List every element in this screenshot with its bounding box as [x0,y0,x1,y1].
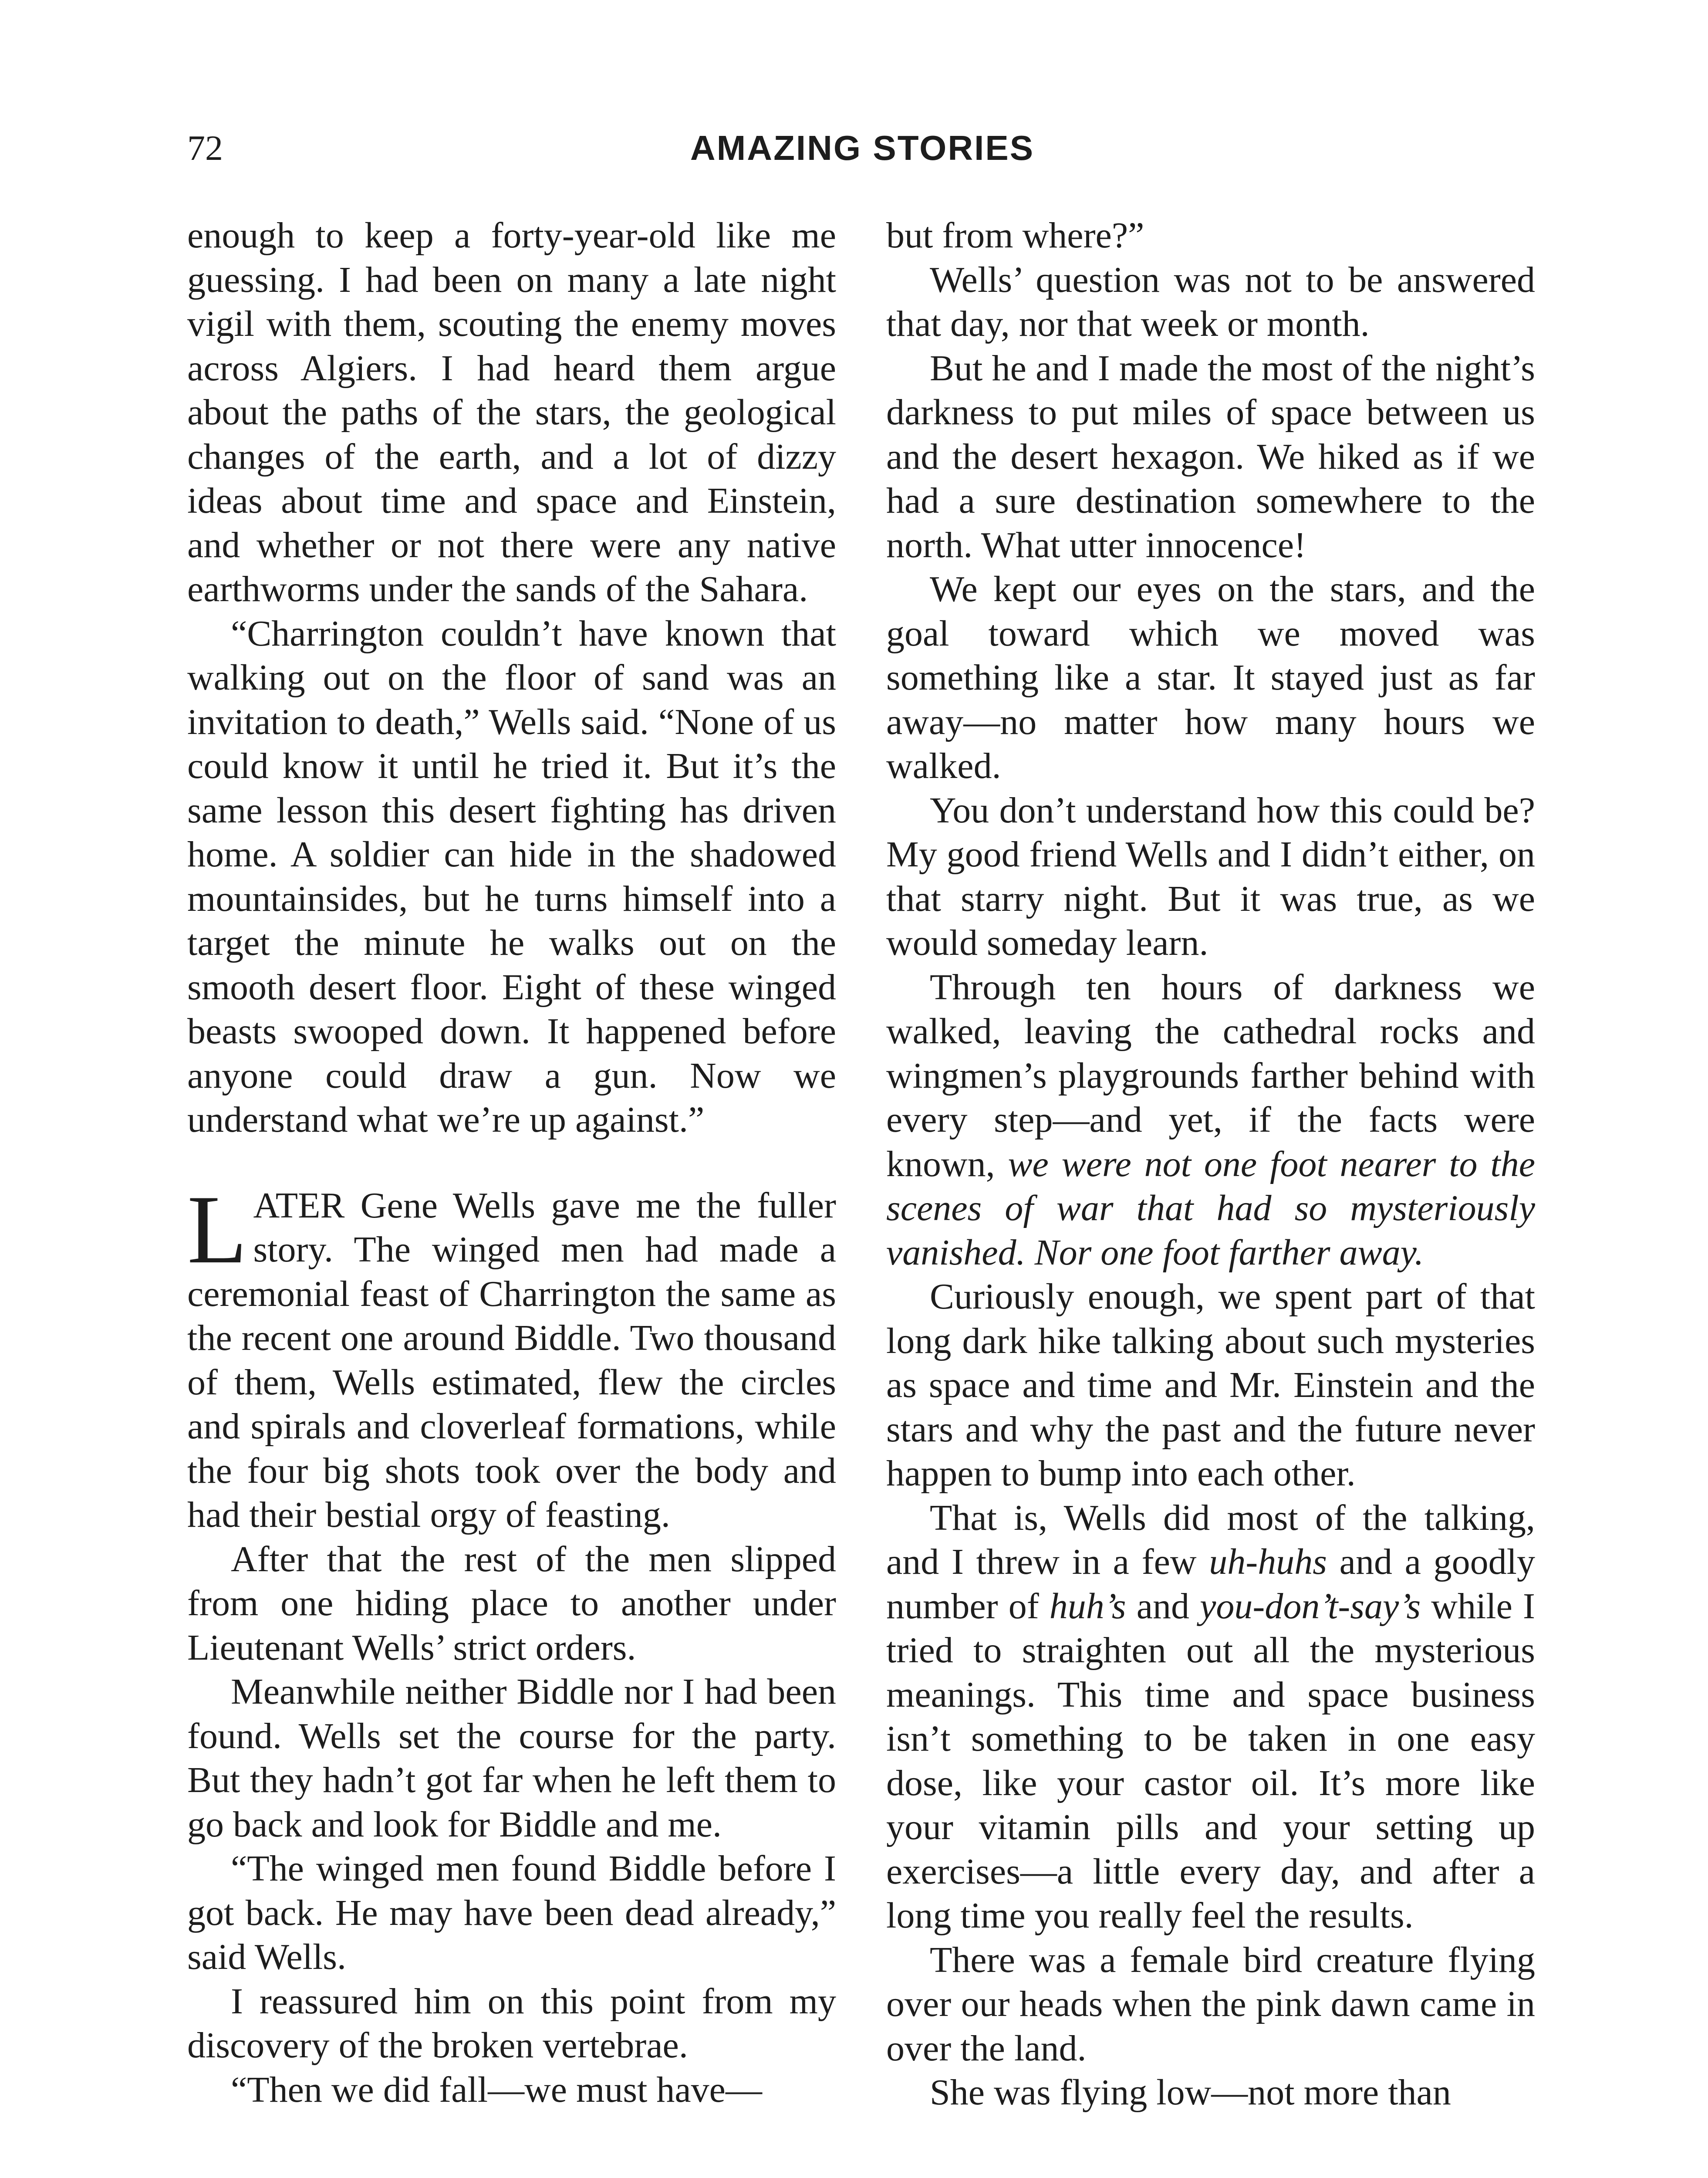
paragraph: Curiously enough, we spent part of that long dark hike talking about such mysteries as space and time and Mr. Einstein and the stars and why the past and the future never happen to bump into each other. [886,1276,1535,1494]
right-column [886,213,1535,2115]
paragraph: After that the rest of the men slipped from one hiding place to another under Lieutenant Wells’ strict orders. [187,1539,836,1668]
paragraph: but from where?” [886,215,1144,256]
paragraph-text: while I tried to straighten out all the mysterious meanings. This time and space business isn’t something to be taken in one easy dose, like your castor oil. It’s more like your vitamin pills and your setting up exercises—a little every day, and after a long time you really feel the results. [886,1586,1535,1936]
running-head [187,122,1537,174]
paragraph: “Then we did fall—we must have— [231,2069,762,2110]
paragraph: I reassured him on this point from my discovery of the broken vertebrae. [187,1981,836,2066]
paragraph-text: Gene Wells gave me the fuller story. The winged men had made a ceremonial feast of Charrington the same as the recent one around Biddle. Two thousand of them, Wells estimated, flew the circles and spirals and cloverleaf formations, while the four big shots took over the body and had their bestial orgy of feasting. [187,1185,836,1535]
italic-word: you-don’t-say’s [1200,1586,1421,1627]
paragraph [886,1496,1535,1938]
italic-passage: we were not one foot nearer to the scenes of war that had so mysteriously vanished. Nor one foot farther away. [886,1143,1535,1273]
paragraph: She was flying low—not more than [930,2072,1451,2113]
paragraph-text: and [1126,1586,1200,1627]
paragraph: “Charrington couldn’t have known that walking out on the floor of sand was an invitation to death,” Wells said. “None of us could know it until he tried it. But it’s the same lesson this desert fighting has driven home. A soldier can hide in the shadowed mountainsides, but he turns himself into a target the minute he walks out on the smooth desert floor. Eight of these winged beasts swooped down. It happened before anyone could draw a gun. Now we understand what we’re up against.” [187,613,836,1140]
paragraph: But he and I made the most of the night’s darkness to put miles of space between us and the desert hexagon. We hiked as if we had a sure destination somewhere to the north. What utter innocence! [886,348,1535,565]
left-column [187,213,836,2112]
paragraph: “The winged men found Biddle before I got back. He may have been dead already,” said Wells. [187,1848,836,1977]
paragraph-text: That is, Wells did most of the talking, and I threw in a few [886,1497,1535,1582]
paragraph: You don’t understand how this could be? My good friend Wells and I didn’t either, on that starry night. But it was true, as we would someday learn. [886,790,1535,963]
drop-cap: L [187,1174,247,1284]
paragraph [886,965,1535,1275]
paragraph: There was a female bird creature flying over our heads when the pink dawn came in over the land. [886,1939,1535,2069]
drop-cap-word: ATER [253,1185,345,1226]
paragraph-text: and a goodly number of [886,1542,1535,1627]
italic-word: uh-huhs [1209,1542,1327,1582]
paragraph-text: Through ten hours of darkness we walked, leaving the cathedral rocks and wingmen’s playgrounds farther behind with every step—and yet, if the facts were known, [886,967,1535,1184]
paragraph: We kept our eyes on the stars, and the goal toward which we moved was something like a star. It stayed just as far away—no matter how many hours we walked. [886,569,1535,786]
section-start-paragraph [187,1174,836,1537]
magazine-title: AMAZING STORIES [690,129,1035,167]
paragraph: Wells’ question was not to be answered that day, nor that week or month. [886,259,1535,344]
page-number: 72 [187,128,223,168]
paragraph: Meanwhile neither Biddle nor I had been found. Wells set the course for the party. But they hadn’t got far when he left them to go back and look for Biddle and me. [187,1671,836,1845]
paragraph: enough to keep a forty-year-old like me guessing. I had been on many a late night vigil with them, scouting the enemy moves across Algiers. I had heard them argue about the paths of the stars, the geological changes of the earth, and a lot of dizzy ideas about time and space and Einstein, and whether or not there were any native earthworms under the sands of the Sahara. [187,215,836,609]
italic-word: huh’s [1049,1586,1126,1627]
